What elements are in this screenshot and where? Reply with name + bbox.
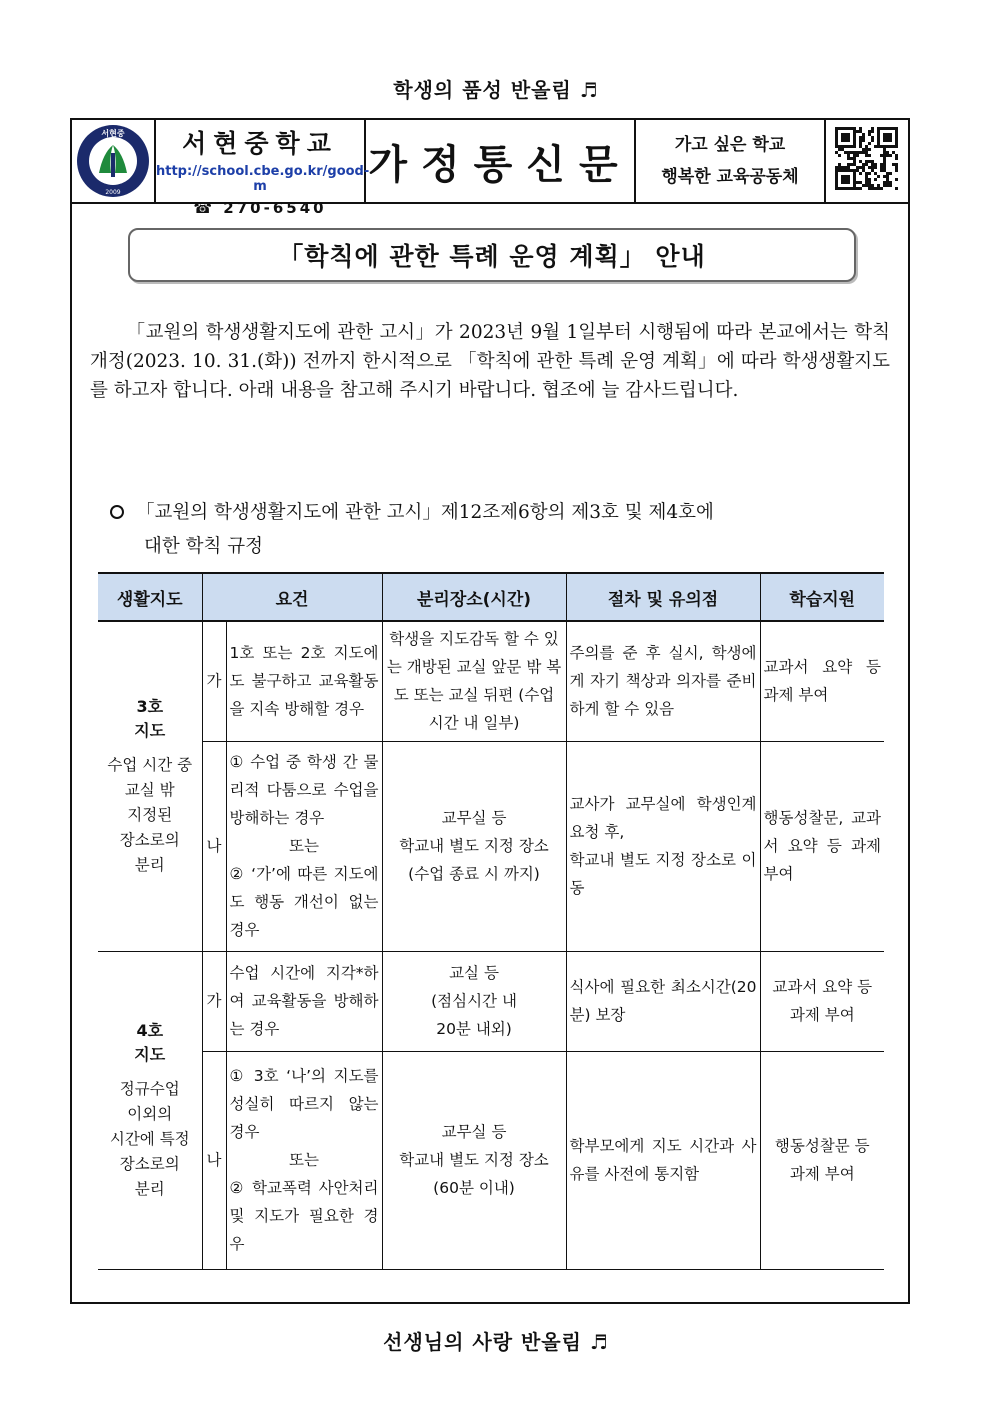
table-row xyxy=(98,951,884,1051)
school-phone: ☎ 270-6540 xyxy=(193,199,327,217)
condition-cell: 수업 시간에 지각*하여 교육활동을 방해하는 경우 xyxy=(226,951,382,1051)
school-info xyxy=(156,120,370,217)
place-cell: 교무실 등 학교내 별도 지정 장소 (60분 이내) xyxy=(382,1051,566,1269)
table-header-row xyxy=(98,573,884,621)
section-bullet xyxy=(110,496,892,564)
category-title: 3호 지도 xyxy=(134,696,166,740)
circle-bullet-icon xyxy=(110,505,124,519)
category-desc: 수업 시간 중 교실 밖 지정된 장소로의 분리 xyxy=(107,755,193,874)
logo-text: 서현중 xyxy=(101,129,125,138)
motto-line2: 행복한 교육공동체 xyxy=(661,167,799,187)
condition-cell xyxy=(226,741,382,951)
col-header-procedure: 절차 및 유의점 xyxy=(566,573,760,621)
school-logo xyxy=(75,123,151,199)
support-cell: 행동성찰문, 교과서 요약 등 과제 부여 xyxy=(760,741,884,951)
place-cell: 교무실 등 학교내 별도 지정 장소 (수업 종료 시 까지) xyxy=(382,741,566,951)
sub-label: 가 xyxy=(202,951,226,1051)
bullet-line1: 「교원의 학생생활지도에 관한 고시」제12조제6항의 제3호 및 제4호에 xyxy=(136,502,714,523)
motto-cell xyxy=(636,120,826,202)
procedure-cell: 학부모에게 지도 시간과 사유를 사전에 통지함 xyxy=(566,1051,760,1269)
table-row xyxy=(98,741,884,951)
school-url[interactable]: http://school.cbe.go.kr/good-m xyxy=(156,164,370,194)
place-cell: 학생을 지도감독 할 수 있는 개방된 교실 앞문 밖 복도 또는 교실 뒤편 (수업 시간 내 일부) xyxy=(382,621,566,741)
logo-cell xyxy=(72,120,156,202)
condition-item: ② ‘가’에 따른 지도에도 행동 개선이 없는 경우 xyxy=(229,865,379,939)
bottom-slogan: 선생님의 사랑 반올림 ♬ xyxy=(383,1330,609,1354)
procedure-cell: 식사에 필요한 최소시간(20분) 보장 xyxy=(566,951,760,1051)
table-row xyxy=(98,1051,884,1269)
col-header-guidance: 생활지도 xyxy=(98,573,202,621)
title-cell xyxy=(366,120,636,202)
support-cell: 교과서 요약 등 과제 부여 xyxy=(760,621,884,741)
newsletter-title: 가정통신문 xyxy=(368,140,632,188)
support-cell: 교과서 요약 등 과제 부여 xyxy=(760,951,884,1051)
motto-line1: 가고 싶은 학교 xyxy=(674,135,786,155)
col-header-condition: 요건 xyxy=(202,573,382,621)
place-cell: 교실 등 (점심시간 내 20분 내외) xyxy=(382,951,566,1051)
condition-item: ① 3호 ‘나’의 지도를 성실히 따르지 않는 경우 xyxy=(229,1067,379,1141)
newsletter-header xyxy=(72,120,908,217)
table-row xyxy=(98,621,884,741)
category-cell xyxy=(98,621,202,951)
condition-item: ② 학교폭력 사안처리 및 지도가 필요한 경우 xyxy=(229,1179,379,1253)
sub-label: 가 xyxy=(202,621,226,741)
procedure-cell: 교사가 교무실에 학생인계 요청 후, 학교내 별도 지정 장소로 이동 xyxy=(566,741,760,951)
notice-banner: 「학칙에 관한 특례 운영 계획」 안내 xyxy=(128,228,856,282)
col-header-support: 학습지원 xyxy=(760,573,884,621)
sub-label: 나 xyxy=(202,1051,226,1269)
condition-cell: 1호 또는 2호 지도에도 불구하고 교육활동을 지속 방해할 경우 xyxy=(226,621,382,741)
condition-or: 또는 xyxy=(289,1151,319,1169)
procedure-cell: 주의를 준 후 실시, 학생에게 자기 책상과 의자를 준비하게 할 수 있음 xyxy=(566,621,760,741)
qr-code-icon[interactable] xyxy=(831,125,903,197)
newsletter-frame xyxy=(70,118,910,1304)
category-desc: 정규수업 이외의 시간에 특정 장소로의 분리 xyxy=(109,1079,190,1198)
condition-cell xyxy=(226,1051,382,1269)
condition-or: 또는 xyxy=(289,837,319,855)
category-cell xyxy=(98,951,202,1269)
col-header-place: 분리장소(시간) xyxy=(382,573,566,621)
rules-table xyxy=(98,572,884,1270)
condition-item: ① 수업 중 학생 간 물리적 다툼으로 수업을 방해하는 경우 xyxy=(229,753,379,827)
intro-paragraph xyxy=(90,318,890,405)
school-name: 서현중학교 xyxy=(182,129,338,158)
logo-year: 2009 xyxy=(105,189,121,196)
intro-text: 「교원의 학생생활지도에 관한 고시」가 2023년 9월 1일부터 시행됨에 따라 본교에서는 학칙 개정(2023. 10. 31.(화)) 전까지 한시적으로 「학칙에 관한 특례 운영 계획」에 따라 학생생활지도를 하고자 합니다. 아래 내용을 참고해 주시기 바랍니다. 협조에 늘 감사드립니다. xyxy=(90,322,890,401)
sub-label: 나 xyxy=(202,741,226,951)
support-cell: 행동성찰문 등 과제 부여 xyxy=(760,1051,884,1269)
qr-cell xyxy=(826,120,908,202)
bullet-line2: 대한 학칙 규정 xyxy=(144,536,263,557)
top-slogan: 학생의 품성 반올림 ♬ xyxy=(393,78,599,102)
category-title: 4호 지도 xyxy=(134,1020,166,1064)
